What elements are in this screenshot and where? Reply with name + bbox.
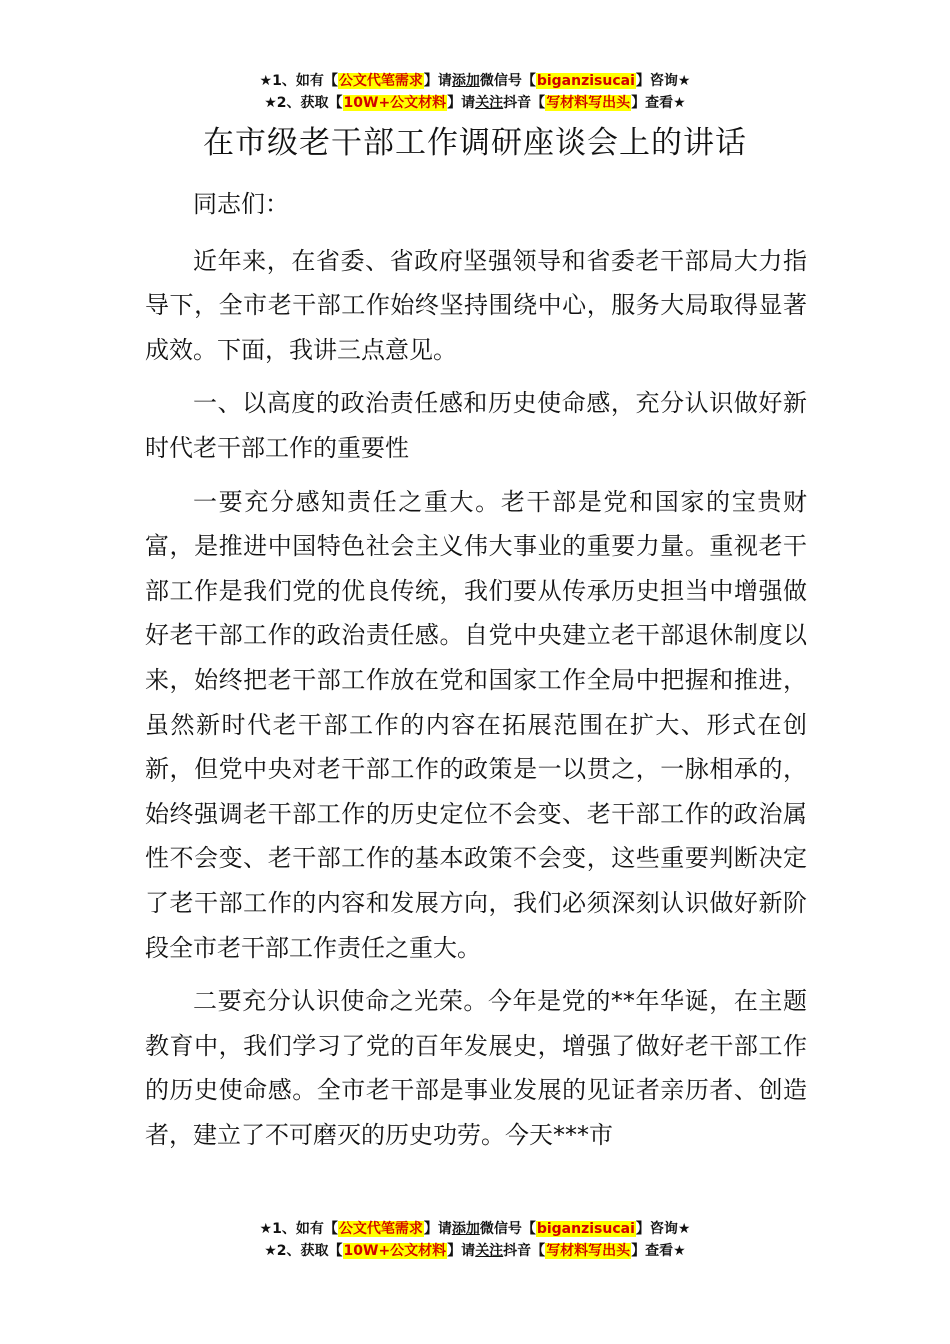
promo-text: ★2、获取【 bbox=[264, 1243, 343, 1259]
promo-line-1 bbox=[0, 70, 950, 92]
document-title: 在市级老干部工作调研座谈会上的讲话 bbox=[203, 125, 747, 161]
promo-text: 】查看★ bbox=[631, 95, 686, 111]
promo-underline: 关注 bbox=[475, 1243, 504, 1259]
document-body bbox=[145, 182, 807, 1166]
promo-text: ★1、如有【 bbox=[259, 1221, 338, 1237]
promo-text: 】请 bbox=[423, 1221, 452, 1237]
body-paragraph: 一要充分感知责任之重大。老干部是党和国家的宝贵财富，是推进中国特色社会主义伟大事业的重要力量。重视老干部工作是我们党的优良传统，我们要从传承历史担当中增强做好老干部工作的政治责任感。自党中央建立老干部退休制度以来，始终把老干部工作放在党和国家工作全局中把握和推进，虽然新时代老干部工作的内容在拓展范围在扩大、形式在创新，但党中央对老干部工作的政策是一以贯之，一脉相承的，始终强调老干部工作的历史定位不会变、老干部工作的政治属性不会变、老干部工作的基本政策不会变，这些重要判断决定了老干部工作的内容和发展方向，我们必须深刻认识做好新阶段全市老干部工作责任之重大。 bbox=[145, 487, 807, 962]
promo-highlight-douyin: 写材料写出头 bbox=[546, 1243, 631, 1259]
promo-text: 】查看★ bbox=[631, 1243, 686, 1259]
promo-banner-bottom bbox=[0, 1218, 950, 1262]
body-paragraph: 二要充分认识使命之光荣。今年是党的**年华诞，在主题教育中，我们学习了党的百年发展史，增强了做好老干部工作的历史使命感。全市老干部是事业发展的见证者亲历者、创造者，建立了不可磨灭的历史功劳。今天***市 bbox=[145, 987, 807, 1149]
promo-text: 微信号【 bbox=[479, 1221, 536, 1237]
promo-line-1 bbox=[0, 1218, 950, 1240]
promo-underline: 添加 bbox=[451, 1221, 480, 1237]
promo-underline: 关注 bbox=[475, 95, 504, 111]
promo-text: ★1、如有【 bbox=[259, 73, 338, 89]
promo-text: 抖音【 bbox=[503, 95, 546, 111]
promo-highlight: 10W+公文材料 bbox=[343, 95, 447, 111]
promo-line-2 bbox=[0, 1240, 950, 1262]
promo-text: ★2、获取【 bbox=[264, 95, 343, 111]
salutation: 同志们： bbox=[193, 190, 289, 218]
promo-highlight-wechat: biganzisucai bbox=[536, 73, 635, 89]
promo-text: 抖音【 bbox=[503, 1243, 546, 1259]
promo-highlight-douyin: 写材料写出头 bbox=[546, 95, 631, 111]
promo-highlight: 公文代笔需求 bbox=[338, 73, 423, 89]
promo-highlight-wechat: biganzisucai bbox=[536, 1221, 635, 1237]
promo-line-2 bbox=[0, 92, 950, 114]
body-paragraph: 近年来，在省委、省政府坚强领导和省委老干部局大力指导下，全市老干部工作始终坚持围绕中心，服务大局取得显著成效。下面，我讲三点意见。 bbox=[145, 246, 807, 364]
promo-highlight: 公文代笔需求 bbox=[338, 1221, 423, 1237]
promo-underline: 添加 bbox=[451, 73, 480, 89]
promo-text: 】咨询★ bbox=[635, 73, 691, 89]
promo-text: 】请 bbox=[423, 73, 452, 89]
promo-highlight: 10W+公文材料 bbox=[343, 1243, 447, 1259]
section-heading: 一、以高度的政治责任感和历史使命感，充分认识做好新时代老干部工作的重要性 bbox=[145, 389, 807, 462]
promo-text: 】咨询★ bbox=[635, 1221, 691, 1237]
promo-banner-top bbox=[0, 70, 950, 114]
promo-text: 微信号【 bbox=[479, 73, 536, 89]
promo-text: 】请 bbox=[447, 95, 476, 111]
promo-text: 】请 bbox=[447, 1243, 476, 1259]
